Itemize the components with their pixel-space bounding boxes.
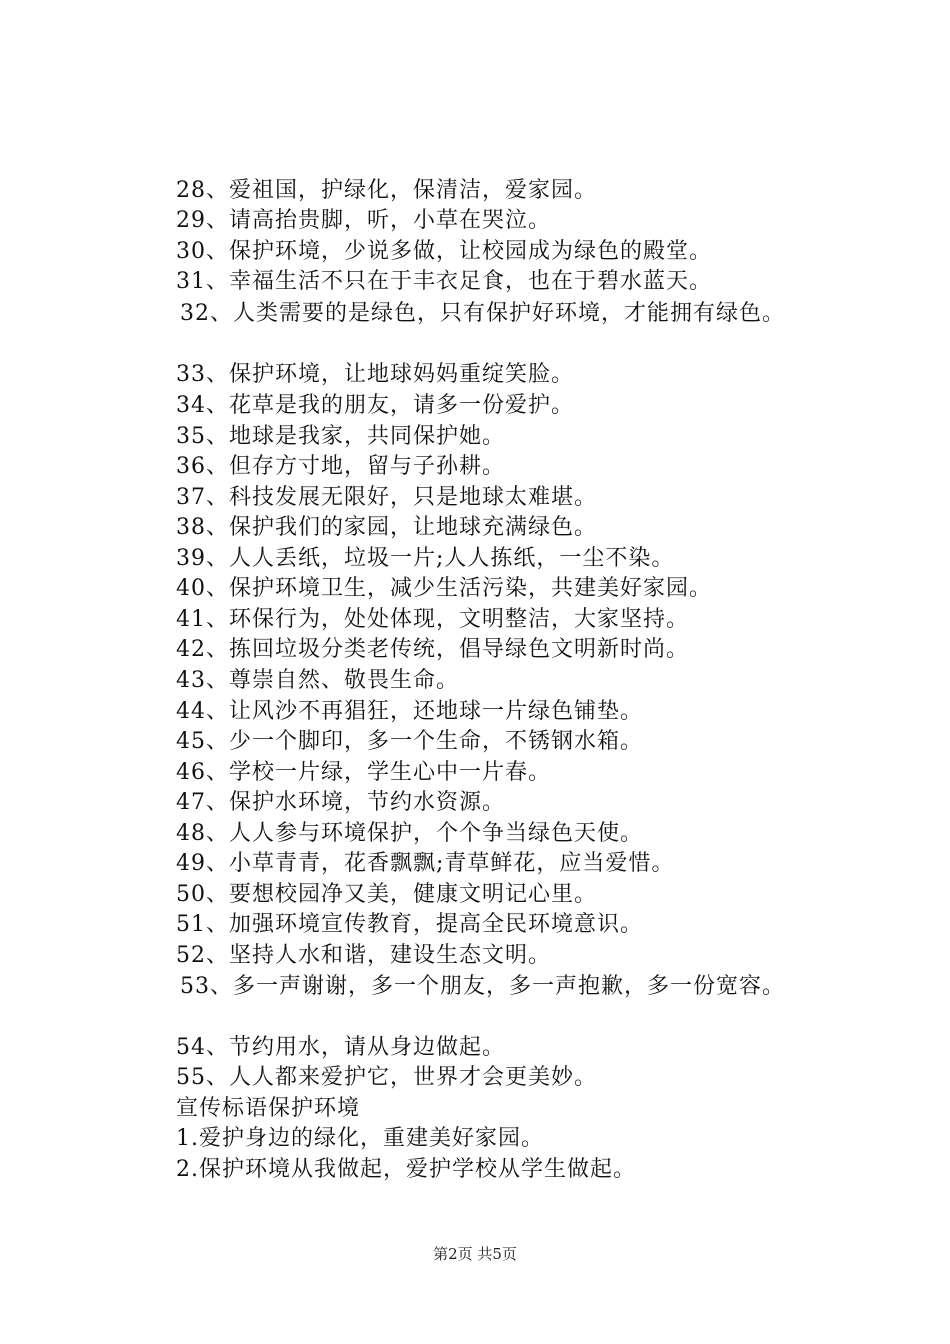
slogan-line-41: 41、环保行为，处处体现，文明整洁，大家坚持。: [176, 607, 689, 632]
slogan-line-51: 51、加强环境宣传教育，提高全民环境意识。: [176, 912, 643, 937]
slogan-line-35: 35、地球是我家，共同保护她。: [176, 424, 505, 449]
page-footer: 第2页 共5页: [433, 1245, 517, 1263]
slogan-line-43: 43、尊崇自然、敬畏生命。: [176, 668, 459, 693]
slogan-line-55: 55、人人都来爱护它，世界才会更美妙。: [176, 1065, 597, 1090]
slogan-line-1: 1.爱护身边的绿化，重建美好家园。: [176, 1126, 544, 1151]
slogan-line-49: 49、小草青青，花香飘飘;青草鲜花，应当爱惜。: [176, 851, 675, 876]
slogan-line-52: 52、坚持人水和谐，建设生态文明。: [176, 943, 551, 968]
slogan-line-30: 30、保护环境，少说多做，让校园成为绿色的殿堂。: [176, 239, 712, 264]
slogan-line-53: 53、多一声谢谢，多一个朋友，多一声抱歉，多一份宽容。: [180, 974, 785, 999]
slogan-line-28: 28、爱祖国，护绿化，保清洁，爱家园。: [176, 178, 597, 203]
slogan-line-50: 50、要想校园净又美，健康文明记心里。: [176, 882, 597, 907]
slogan-line-54: 54、节约用水，请从身边做起。: [176, 1035, 505, 1060]
slogan-line-37: 37、科技发展无限好，只是地球太难堪。: [176, 485, 597, 510]
slogan-line-36: 36、但存方寸地，留与子孙耕。: [176, 454, 505, 479]
section-heading: 宣传标语保护环境: [176, 1096, 361, 1121]
slogan-line-38: 38、保护我们的家园，让地球充满绿色。: [176, 515, 597, 540]
slogan-line-31: 31、幸福生活不只在于丰衣足食，也在于碧水蓝天。: [176, 269, 712, 294]
slogan-line-33: 33、保护环境，让地球妈妈重绽笑脸。: [176, 362, 574, 387]
slogan-line-45: 45、少一个脚印，多一个生命，不锈钢水箱。: [176, 729, 643, 754]
slogan-line-46: 46、学校一片绿，学生心中一片春。: [176, 760, 551, 785]
slogan-line-47: 47、保护水环境，节约水资源。: [176, 790, 505, 815]
slogan-line-29: 29、请高抬贵脚，听，小草在哭泣。: [176, 208, 551, 233]
slogan-line-32: 32、人类需要的是绿色，只有保护好环境，才能拥有绿色。: [180, 301, 785, 326]
slogan-line-34: 34、花草是我的朋友，请多一份爱护。: [176, 393, 574, 418]
slogan-line-42: 42、拣回垃圾分类老传统，倡导绿色文明新时尚。: [176, 637, 689, 662]
slogan-line-40: 40、保护环境卫生，减少生活污染，共建美好家园。: [176, 576, 712, 601]
slogan-line-39: 39、人人丢纸，垃圾一片;人人拣纸，一尘不染。: [176, 546, 675, 571]
slogan-line-44: 44、让风沙不再猖狂，还地球一片绿色铺垫。: [176, 699, 643, 724]
slogan-line-2: 2.保护环境从我做起，爱护学校从学生做起。: [176, 1157, 636, 1182]
slogan-line-48: 48、人人参与环境保护，个个争当绿色天使。: [176, 821, 643, 846]
